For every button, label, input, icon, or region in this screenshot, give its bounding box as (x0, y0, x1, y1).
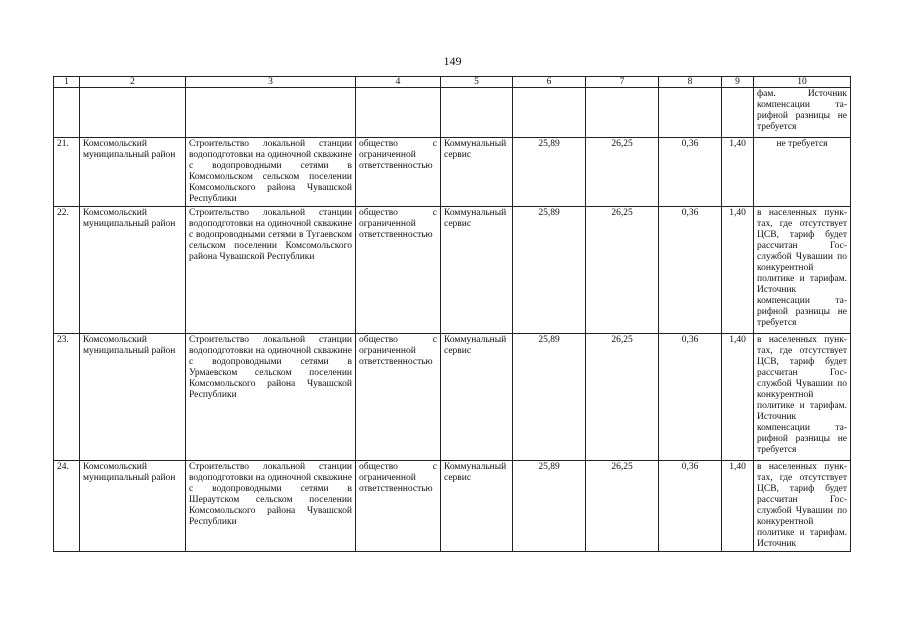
value-cell: 0,36 (659, 461, 722, 552)
column-number: 3 (186, 77, 356, 88)
project-cell: Строительство локальной станции водоподготовки на одиночной скважине с водопроводными сетями в Шераутском сельском поселении Комсомольского района Чувашской Республики (186, 461, 356, 552)
table-row (54, 138, 851, 207)
continuation-row (54, 88, 851, 138)
row-number: 23. (54, 334, 80, 461)
value-cell: 1,40 (722, 461, 754, 552)
org-name-cell: Коммунальный сервис (441, 334, 513, 461)
table-row (54, 461, 851, 552)
table-row (54, 207, 851, 334)
org-name-cell: Коммунальный сервис (441, 207, 513, 334)
value-cell: 1,40 (722, 207, 754, 334)
value-cell: 1,40 (722, 138, 754, 207)
org-form-cell: общество с ограниченной ответственностью (356, 138, 441, 207)
value-cell: 26,25 (586, 138, 659, 207)
column-number: 4 (356, 77, 441, 88)
district-cell: Комсомольский муниципальный район (80, 334, 186, 461)
tariff-table (53, 76, 851, 552)
column-number: 6 (513, 77, 586, 88)
org-name-cell: Коммунальный сервис (441, 138, 513, 207)
org-form-cell: общество с ограниченной ответственностью (356, 334, 441, 461)
column-number: 7 (586, 77, 659, 88)
value-cell: 25,89 (513, 334, 586, 461)
column-number: 8 (659, 77, 722, 88)
column-number-row (54, 77, 851, 88)
value-cell: 0,36 (659, 207, 722, 334)
value-cell: 26,25 (586, 334, 659, 461)
value-cell: 1,40 (722, 334, 754, 461)
column-number: 1 (54, 77, 80, 88)
column-number: 2 (80, 77, 186, 88)
note-cell: в населенных пунктах, где отсутствует ЦСВ, тариф будет рассчитан Госслужбой Чувашии по конкурентной политике и тарифам. Источник компенсации тарифной разницы не требуется (754, 207, 851, 334)
value-cell: 26,25 (586, 461, 659, 552)
project-cell: Строительство локальной станции водоподготовки на одиночной скважине с водопроводными сетями в Комсомольском сельском поселении Комсомольского района Чувашской Республики (186, 138, 356, 207)
project-cell: Строительство локальной станции водоподготовки на одиночной скважине с водопроводными сетями в Урмаевском сельском поселении Комсомольского района Чувашской Республики (186, 334, 356, 461)
district-cell: Комсомольский муниципальный район (80, 138, 186, 207)
row-number: 22. (54, 207, 80, 334)
value-cell: 25,89 (513, 138, 586, 207)
org-form-cell: общество с ограниченной ответственностью (356, 207, 441, 334)
value-cell: 0,36 (659, 334, 722, 461)
row-number: 21. (54, 138, 80, 207)
column-number: 9 (722, 77, 754, 88)
table-row (54, 334, 851, 461)
page-number: 149 (443, 54, 462, 68)
project-cell: Строительство локальной станции водоподготовки на одиночной скважине с водопроводными сетями в Тугаевском сельском поселении Комсомольского района Чувашской Республики (186, 207, 356, 334)
value-cell: 25,89 (513, 207, 586, 334)
note-cell: в населенных пунктах, где отсутствует ЦСВ, тариф будет рассчитан Госслужбой Чувашии по конкурентной политике и тарифам. Источник (754, 461, 851, 552)
row-number: 24. (54, 461, 80, 552)
org-form-cell: общество с ограниченной ответственностью (356, 461, 441, 552)
note-cell: фам. Источник компенсации тарифной разницы не требуется (754, 88, 851, 138)
column-number: 5 (441, 77, 513, 88)
note-cell: в населенных пунктах, где отсутствует ЦСВ, тариф будет рассчитан Госслужбой Чувашии по конкурентной политике и тарифам. Источник компенсации тарифной разницы не требуется (754, 334, 851, 461)
value-cell: 26,25 (586, 207, 659, 334)
district-cell: Комсомольский муниципальный район (80, 461, 186, 552)
note-cell: не требуется (754, 138, 851, 207)
value-cell: 25,89 (513, 461, 586, 552)
district-cell: Комсомольский муниципальный район (80, 207, 186, 334)
org-name-cell: Коммунальный сервис (441, 461, 513, 552)
value-cell: 0,36 (659, 138, 722, 207)
column-number: 10 (754, 77, 851, 88)
